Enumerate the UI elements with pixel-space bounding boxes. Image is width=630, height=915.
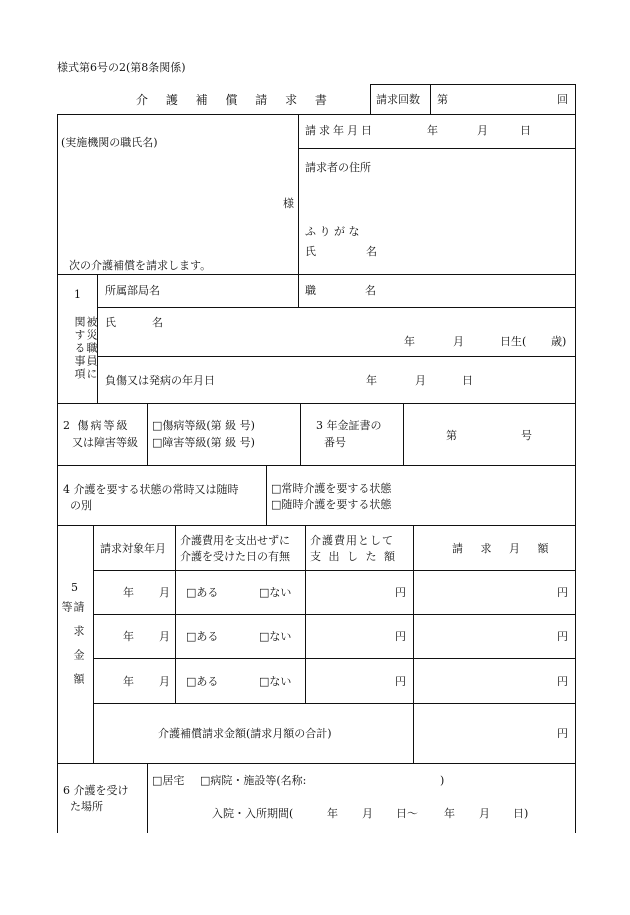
col-expense-2: 支 出 し た 額 xyxy=(310,550,397,563)
stay-day2: 日) xyxy=(513,807,529,820)
claim-count-suffix: 回 xyxy=(557,93,568,106)
request-text: 次の介護補償を請求します。 xyxy=(69,259,212,272)
injury-date-label: 負傷又は発病の年月日 xyxy=(105,374,215,387)
injury-year: 年 xyxy=(366,374,377,387)
claim-date-label: 請求年月日 xyxy=(305,124,375,137)
stay-month2: 月 xyxy=(479,807,490,820)
stay-day1: 日〜 xyxy=(396,807,418,820)
stay-year1: 年 xyxy=(327,807,338,820)
position-label-a: 職 xyxy=(305,284,316,297)
victim-name-shi: 氏 xyxy=(105,316,116,329)
page-title: 介 護 補 償 請 求 書 xyxy=(136,93,334,107)
claim-date-day: 日 xyxy=(520,124,531,137)
honorific: 様 xyxy=(283,197,294,210)
section4-label-2: の別 xyxy=(70,499,92,512)
col-no-expense-1: 介護費用を支出せずに xyxy=(180,534,290,547)
section3-label-2: 番号 xyxy=(324,436,346,449)
section1-title: 被災職員に関する事項 xyxy=(73,316,98,381)
row1-yes[interactable]: □ある xyxy=(186,586,219,599)
institution-label: (実施機関の職氏名) xyxy=(61,136,158,149)
row2-year: 年 xyxy=(123,630,134,643)
total-label: 介護補償請求金額(請求月額の合計) xyxy=(158,727,332,740)
section6-label-2: た場所 xyxy=(70,800,103,813)
section6-label-1: 6 介護を受け xyxy=(63,784,129,797)
injury-day: 日 xyxy=(462,374,473,387)
section2-label-1: 2 傷病等級 xyxy=(63,419,130,432)
row3-no[interactable]: □ない xyxy=(259,675,292,688)
section5-number: 5 xyxy=(71,581,78,594)
stay-label: 入院・入所期間( xyxy=(212,807,294,820)
birth-year: 年 xyxy=(404,335,415,348)
victim-name-mei: 名 xyxy=(152,316,163,329)
row1-year: 年 xyxy=(123,586,134,599)
row3-month: 月 xyxy=(159,675,170,688)
section4-label-1: 4 介護を要する状態の常時又は随時 xyxy=(63,483,239,496)
section2-option-1[interactable]: □傷病等級(第 級 号) xyxy=(152,419,255,432)
row2-yen1: 円 xyxy=(395,630,406,643)
section3-label-1: 3 年金証書の xyxy=(316,419,382,432)
address-label: 請求者の住所 xyxy=(305,161,371,174)
stay-year2: 年 xyxy=(444,807,455,820)
position-label-b: 名 xyxy=(365,284,376,297)
col-target-month: 請求対象年月 xyxy=(100,542,166,555)
row1-no[interactable]: □ない xyxy=(259,586,292,599)
option-home[interactable]: □居宅 xyxy=(152,774,185,787)
row2-yes[interactable]: □ある xyxy=(186,630,219,643)
claim-date-year: 年 xyxy=(427,124,438,137)
section4-option-1[interactable]: □常時介護を要する状態 xyxy=(271,482,392,495)
hospital-close-paren: ) xyxy=(440,774,445,787)
form-id: 様式第6号の2(第8条関係) xyxy=(57,61,186,74)
age-suffix: 歳) xyxy=(551,335,567,348)
name-label-mei: 名 xyxy=(366,245,377,258)
section2-option-2[interactable]: □障害等級(第 級 号) xyxy=(152,436,255,449)
section1-number: 1 xyxy=(74,288,81,301)
col-monthly-claim: 請 求 月 額 xyxy=(452,542,556,555)
row2-no[interactable]: □ない xyxy=(259,630,292,643)
row1-yen2: 円 xyxy=(557,586,568,599)
birth-month: 月 xyxy=(453,335,464,348)
row1-month: 月 xyxy=(159,586,170,599)
total-yen: 円 xyxy=(557,727,568,740)
name-label-shi: 氏 xyxy=(305,245,316,258)
option-hospital[interactable]: □病院・施設等(名称: xyxy=(200,774,307,787)
section5-title: 請求金額等 xyxy=(60,601,85,697)
row3-year: 年 xyxy=(123,675,134,688)
row3-yes[interactable]: □ある xyxy=(186,675,219,688)
stay-month1: 月 xyxy=(362,807,373,820)
certificate-prefix: 第 xyxy=(446,429,457,442)
row3-yen2: 円 xyxy=(557,675,568,688)
claim-date-month: 月 xyxy=(477,124,488,137)
row2-yen2: 円 xyxy=(557,630,568,643)
injury-month: 月 xyxy=(415,374,426,387)
row1-yen1: 円 xyxy=(395,586,406,599)
col-no-expense-2: 介護を受けた日の有無 xyxy=(180,550,290,563)
claim-count-label: 請求回数 xyxy=(376,93,420,106)
row2-month: 月 xyxy=(159,630,170,643)
section2-label-2: 又は障害等級 xyxy=(72,436,138,449)
dept-label: 所属部局名 xyxy=(105,284,160,297)
birth-suffix: 日生( xyxy=(500,335,527,348)
furigana-label: ふ り が な xyxy=(305,225,360,238)
col-expense-1: 介護費用として xyxy=(310,534,394,547)
certificate-suffix: 号 xyxy=(521,429,532,442)
section4-option-2[interactable]: □随時介護を要する状態 xyxy=(271,498,392,511)
row3-yen1: 円 xyxy=(395,675,406,688)
claim-count-prefix: 第 xyxy=(437,93,448,106)
